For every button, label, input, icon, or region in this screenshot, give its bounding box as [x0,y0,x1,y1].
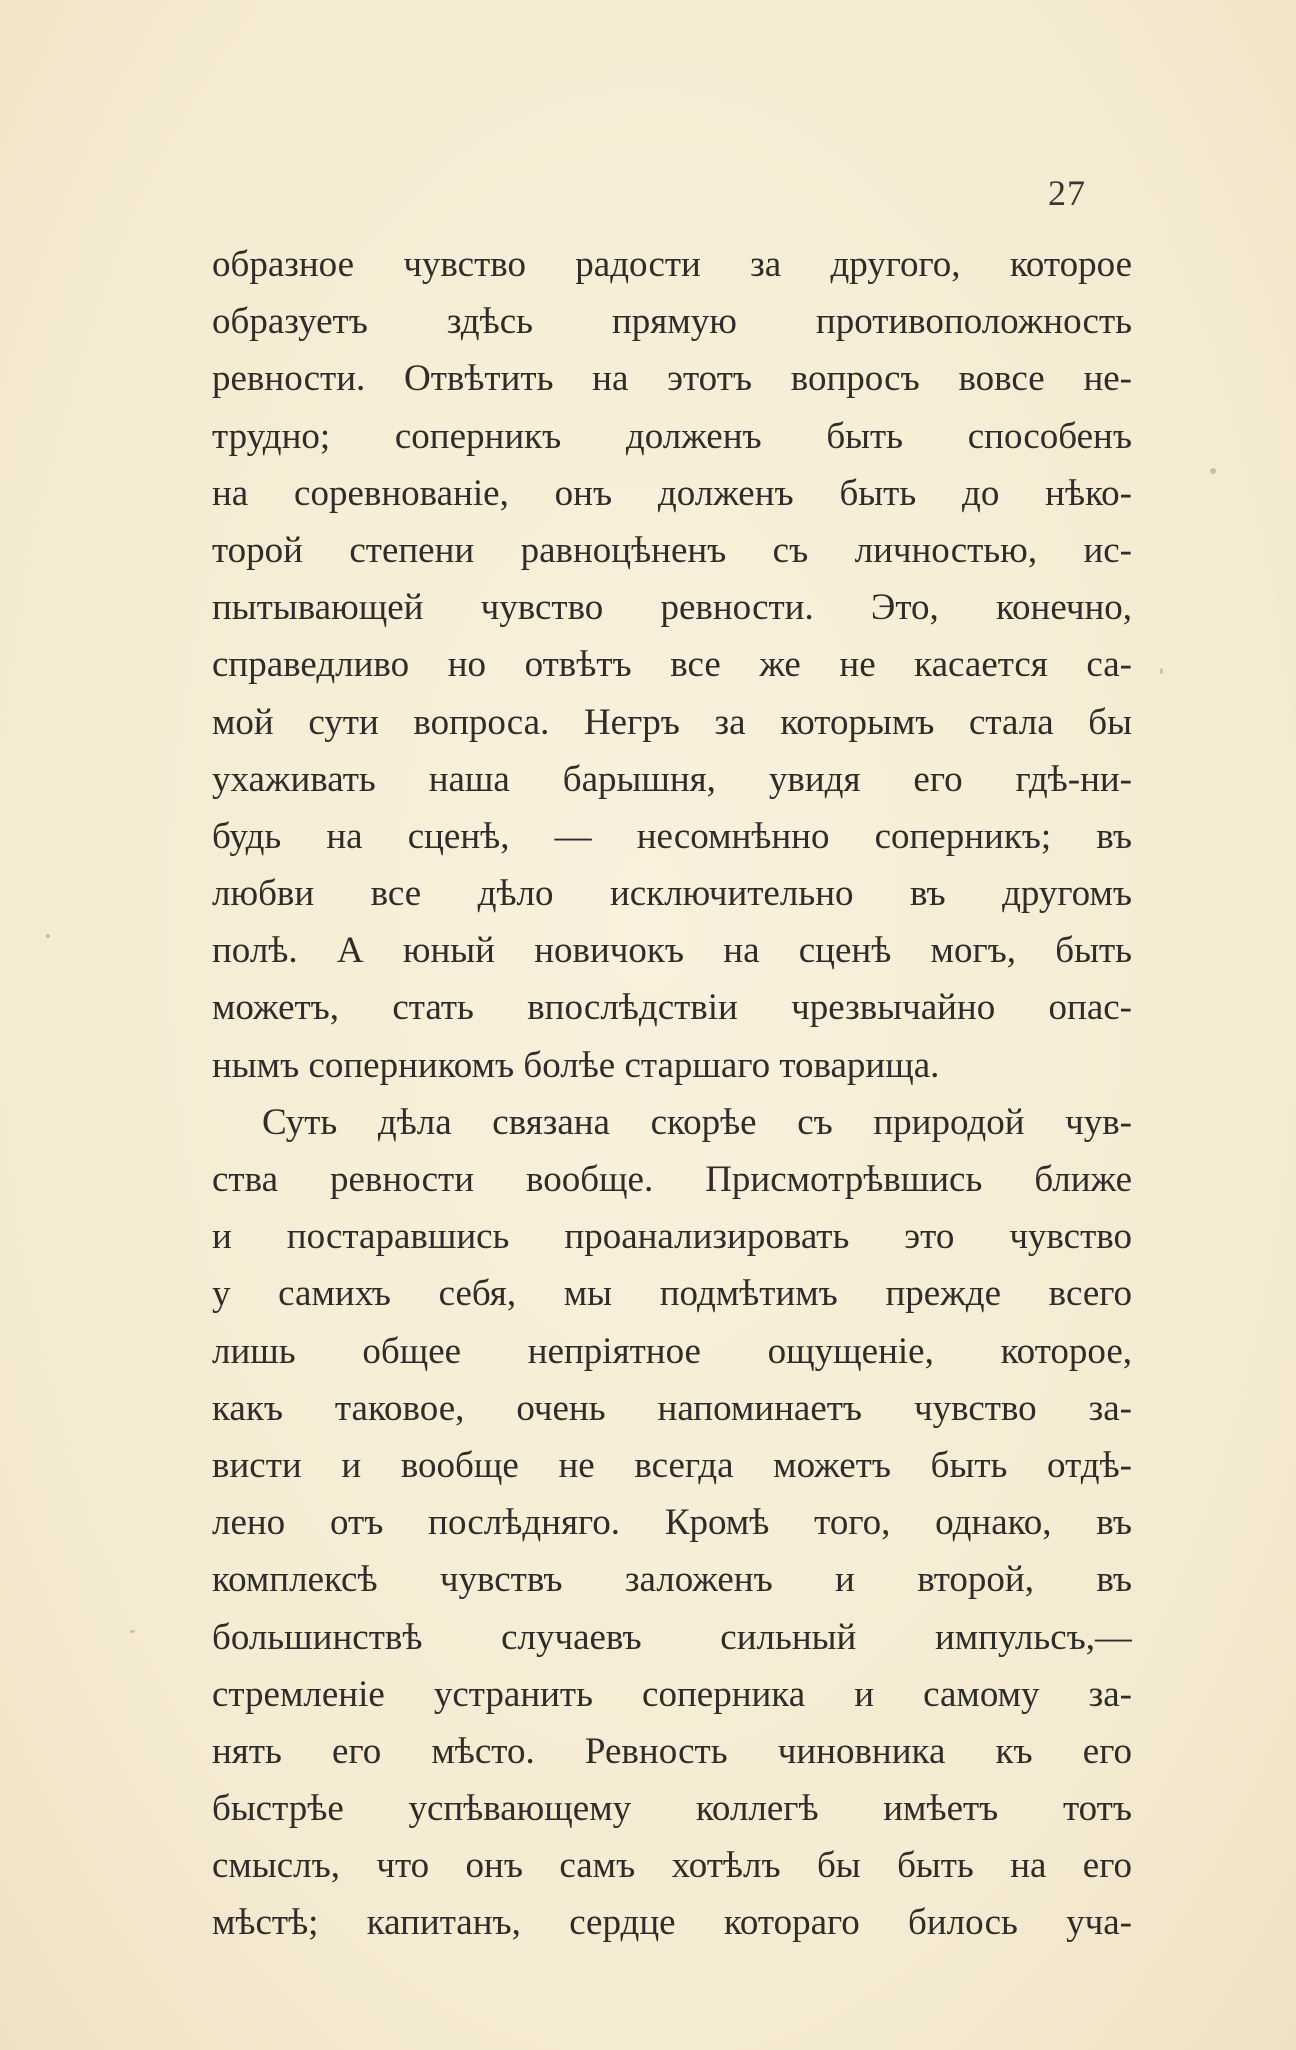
paper-speck [1210,468,1216,474]
text-line: будь на сценѣ, — несомнѣнно соперникъ; въ [212,815,1132,857]
text-line: справедливо но отвѣтъ все же не касается са- [212,644,1132,686]
text-line: пытывающей чувство ревности. Это, конечно, [212,587,1132,629]
text-line: на соревнованіе, онъ долженъ быть до нѣко- [212,472,1132,514]
paper-speck [46,934,50,938]
text-line: какъ таковое, очень напоминаетъ чувство за- [212,1387,1132,1429]
text-line: можетъ, стать впослѣдствіи чрезвычайно опас- [212,987,1132,1029]
text-line: ревности. Отвѣтить на этотъ вопросъ вовсе не- [212,358,1132,400]
text-line: у самихъ себя, мы подмѣтимъ прежде всего [212,1273,1132,1315]
text-line: образное чувство радости за другого, которое [212,244,1132,285]
text-line: Суть дѣла связана скорѣе съ природой чув- [262,1101,1132,1143]
text-line: мѣстѣ; капитанъ, сердце котораго билось уча- [212,1902,1132,1944]
text-line: лишь общее непріятное ощущеніе, которое, [212,1330,1132,1372]
text-line: лено отъ послѣдняго. Кромѣ того, однако, въ [212,1502,1132,1544]
text-line: образуетъ здѣсь прямую противоположность [212,301,1132,343]
text-line: мой сути вопроса. Негръ за которымъ стала бы [212,701,1132,743]
text-line: любви все дѣло исключительно въ другомъ [212,873,1132,915]
text-line: стремленіе устранить соперника и самому за- [212,1673,1132,1715]
text-line: висти и вообще не всегда можетъ быть отдѣ- [212,1444,1132,1486]
page-number: 27 [1048,173,1086,213]
text-line: торой степени равноцѣненъ съ личностью, ис- [212,529,1132,571]
text-line: ства ревности вообще. Присмотрѣвшись ближе [212,1159,1132,1200]
text-line: быстрѣе успѣвающему коллегѣ имѣетъ тотъ [212,1788,1132,1830]
text-line: большинствѣ случаевъ сильный импульсъ,— [212,1616,1132,1658]
body-text [212,236,1132,1952]
paper-speck [130,1630,135,1633]
paper-speck [1160,668,1163,674]
text-line: смыслъ, что онъ самъ хотѣлъ бы быть на его [212,1845,1132,1887]
text-line: и постаравшись проанализировать это чувство [212,1216,1132,1258]
text-line: нять его мѣсто. Ревность чиновника къ его [212,1730,1132,1772]
text-line: комплексѣ чувствъ заложенъ и второй, въ [212,1559,1132,1601]
text-line: трудно; соперникъ долженъ быть способенъ [212,415,1132,457]
text-line: ухаживать наша барышня, увидя его гдѣ-ни- [212,758,1132,800]
text-line: нымъ соперникомъ болѣе старшаго товарища. [212,1044,940,1086]
text-line: полѣ. А юный новичокъ на сценѣ могъ, быть [212,930,1132,972]
